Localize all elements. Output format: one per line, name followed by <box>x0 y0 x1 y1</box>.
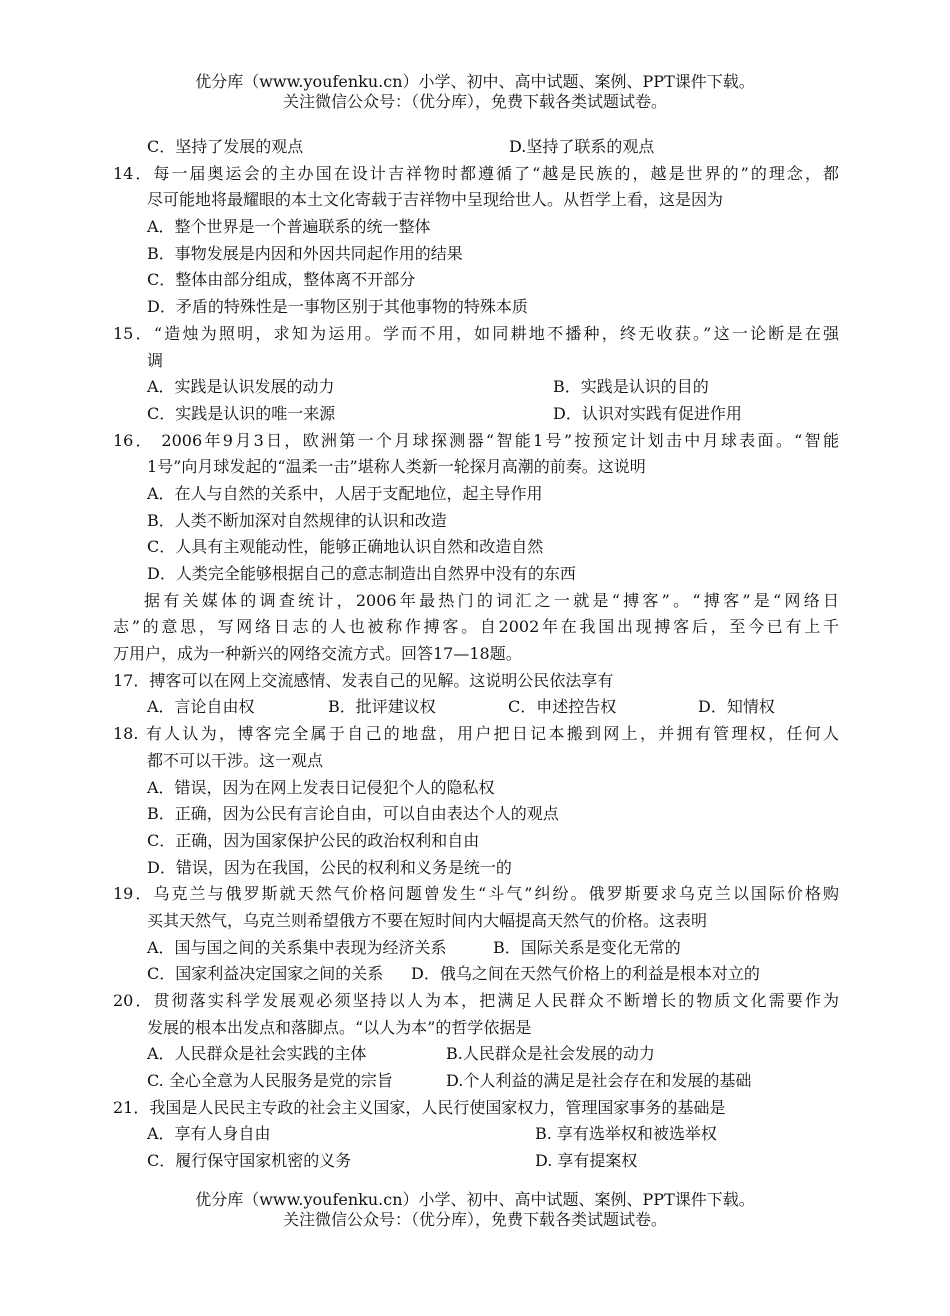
q18-option-c: C．正确，因为国家保护公民的政治权利和自由 <box>147 830 480 850</box>
material-line-3: 万用户，成为一种新兴的网络交流方式。回答17—18题。 <box>113 644 522 664</box>
q15-stem-line-1: 15．“造烛为照明，求知为运用。学而不用，如同耕地不播种，终无收获。”这一论断是在强 <box>113 323 839 343</box>
q18-option-a: A．错误，因为在网上发表日记侵犯个人的隐私权 <box>147 777 495 797</box>
q13-options-cd <box>113 134 839 161</box>
q16-option-d: D．人类完全能够根据自己的意志制造出自然界中没有的东西 <box>147 564 576 583</box>
q21-option-b: B. 享有选举权和被选举权 <box>535 1124 717 1144</box>
q20-stem-line-2: 发展的根本出发点和落脚点。“以人为本”的哲学依据是 <box>147 1017 532 1037</box>
q17-stem: 17．搏客可以在网上交流感情、发表自己的见解。这说明公民依法享有 <box>113 670 614 690</box>
q16-stem-line-1: 16． 2006年9月3日，欧洲第一个月球探测器“智能1号”按预定计划击中月球表面。“智能 <box>113 430 839 450</box>
material-line-1: 据有关媒体的调查统计，2006年最热门的词汇之一就是“搏客”。“搏客”是“网络日 <box>144 590 839 610</box>
q21-options-ab <box>113 1121 839 1148</box>
q21-option-d: D. 享有提案权 <box>535 1151 638 1171</box>
q17-option-c: C．申述控告权 <box>508 697 617 717</box>
q13-option-d: D.坚持了联系的观点 <box>509 137 655 156</box>
footer-line-2: 关注微信公众号：（优分库），免费下载各类试题试卷。 <box>282 1210 667 1229</box>
page-header <box>0 72 950 112</box>
q19-option-b: B．国际关系是变化无常的 <box>493 937 681 957</box>
q14-option-b: B．事物发展是内因和外因共同起作用的结果 <box>147 243 463 263</box>
q20-stem-line-1: 20．贯彻落实科学发展观必须坚持以人为本，把满足人民群众不断增长的物质文化需要作为 <box>113 991 839 1010</box>
footer-line-1: 优分库（www.youfenku.cn）小学、初中、高中试题、案例、PPT课件下载。 <box>195 1190 755 1209</box>
q15-option-c: C．实践是认识的唯一来源 <box>147 403 336 423</box>
q15-options-ab <box>113 374 839 401</box>
question-body <box>113 134 839 1175</box>
q15-option-b: B．实践是认识的目的 <box>553 377 709 397</box>
q15-stem-line-2: 调 <box>147 350 164 370</box>
q21-options-cd <box>113 1148 839 1175</box>
header-line-2: 关注微信公众号：（优分库），免费下载各类试题试卷。 <box>282 92 667 111</box>
q14-stem-line-2: 尽可能地将最耀眼的本土文化寄载于吉祥物中呈现给世人。从哲学上看，这是因为 <box>147 190 724 210</box>
q15-option-a: A．实践是认识发展的动力 <box>147 377 335 397</box>
q19-option-d: D．俄乌之间在天然气价格上的利益是根本对立的 <box>411 964 760 984</box>
q20-options-cd <box>113 1068 839 1095</box>
q14-stem-line-1: 14．每一届奥运会的主办国在设计吉祥物时都遵循了“越是民族的，越是世界的”的理念，都 <box>113 163 839 183</box>
q19-stem-line-2: 买其天然气，乌克兰则希望俄方不要在短时间内大幅提高天然气的价格。这表明 <box>147 910 708 930</box>
q15-option-d: D．认识对实践有促进作用 <box>553 403 742 423</box>
q18-option-d: D．错误，因为在我国，公民的权利和义务是统一的 <box>147 857 512 877</box>
q20-option-c: C. 全心全意为人民服务是党的宗旨 <box>147 1071 393 1091</box>
q20-option-a: A．人民群众是社会实践的主体 <box>147 1044 367 1064</box>
q18-option-b: B．正确，因为公民有言论自由，可以自由表达个人的观点 <box>147 804 559 824</box>
q18-stem-line-2: 都不可以干涉。这一观点 <box>147 750 324 770</box>
q14-option-d: D．矛盾的特殊性是一事物区别于其他事物的特殊本质 <box>147 297 528 317</box>
q20-option-b: B.人民群众是社会发展的动力 <box>446 1044 655 1064</box>
q21-stem: 21．我国是人民民主专政的社会主义国家，人民行使国家权力，管理国家事务的基础是 <box>113 1097 726 1117</box>
q14-option-c: C．整体由部分组成，整体离不开部分 <box>147 270 416 290</box>
q16-stem-line-2: 1号”向月球发起的“温柔一击”堪称人类新一轮探月高潮的前奏。这说明 <box>147 457 646 477</box>
q16-option-c: C．人具有主观能动性，能够正确地认识自然和改造自然 <box>147 537 544 557</box>
q19-options-cd <box>113 961 839 988</box>
q21-option-a: A．享有人身自由 <box>147 1124 271 1144</box>
q19-option-c: C．国家利益决定国家之间的关系 <box>147 964 384 984</box>
q13-option-c: C．坚持了发展的观点 <box>147 137 304 156</box>
header-line-1: 优分库（www.youfenku.cn）小学、初中、高中试题、案例、PPT课件下载。 <box>195 72 755 91</box>
q14-option-a: A．整个世界是一个普遍联系的统一整体 <box>147 217 431 237</box>
q20-option-d: D.个人利益的满足是社会存在和发展的基础 <box>446 1071 752 1091</box>
material-line-2: 志”的意思，写网络日志的人也被称作搏客。自2002年在我国出现搏客后，至今已有上千 <box>113 617 839 637</box>
q17-option-d: D．知情权 <box>698 697 775 717</box>
q17-option-a: A．言论自由权 <box>147 697 255 717</box>
q18-stem-line-1: 18. 有人认为，博客完全属于自己的地盘，用户把日记本搬到网上，并拥有管理权，任何人 <box>113 724 839 744</box>
q16-option-b: B．人类不断加深对自然规律的认识和改造 <box>147 510 447 530</box>
q15-options-cd <box>113 401 839 428</box>
q19-stem-line-1: 19．乌克兰与俄罗斯就天然气价格问题曾发生“斗气”纠纷。俄罗斯要求乌克兰以国际价格购 <box>113 884 839 904</box>
page-footer <box>0 1190 950 1230</box>
q17-option-b: B．批评建议权 <box>328 697 436 717</box>
q19-option-a: A．国与国之间的关系集中表现为经济关系 <box>147 937 447 957</box>
q21-option-c: C．履行保守国家机密的义务 <box>147 1151 352 1171</box>
q20-options-ab <box>113 1041 839 1068</box>
q16-option-a: A．在人与自然的关系中，人居于支配地位，起主导作用 <box>147 483 543 503</box>
q19-options-ab <box>113 935 839 962</box>
q17-options <box>113 694 839 721</box>
